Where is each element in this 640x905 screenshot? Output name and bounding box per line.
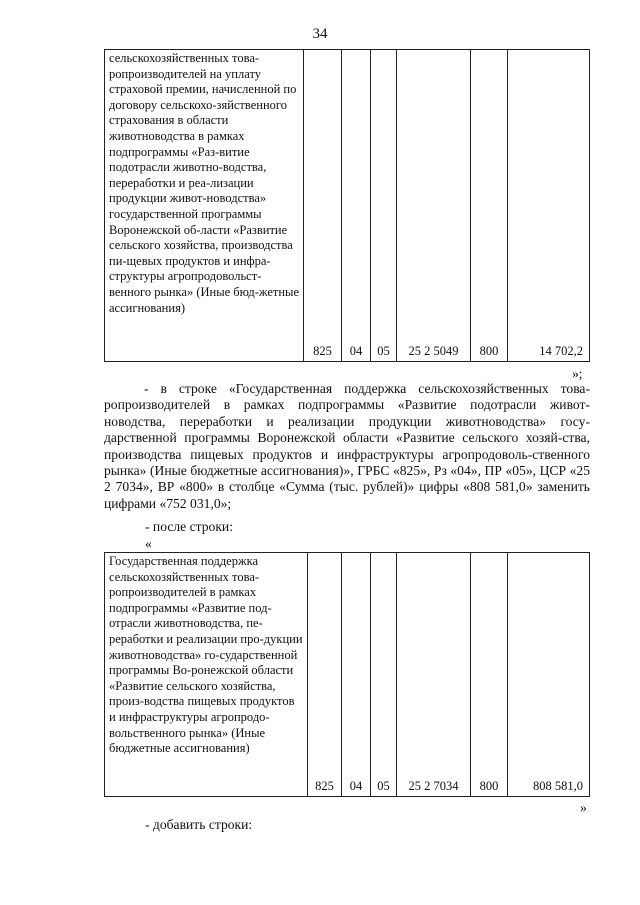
grbs-cell: 825 (308, 553, 342, 797)
vr-cell: 800 (471, 50, 508, 362)
page-number: 34 (312, 26, 328, 42)
pr-cell: 05 (371, 50, 397, 362)
table-row (105, 553, 590, 797)
row-description: Государственная поддержка сельскохозяйственных това-ропроизводителей в рамках подпрограммы «Развитие под-отрасли животноводства, пе-реработки и реализации про-дукции животноводства» го-сударственной программы Во-ронежской области «Развитие сельского хозяйства, произ-водства пищевых продуктов и инфраструктуры агропродо-вольственного рынка» (Иные бюджетные ассигнования) (105, 553, 308, 797)
closing-quote: » (580, 800, 587, 815)
csr-cell: 25 2 7034 (397, 553, 471, 797)
budget-table-bottom (104, 552, 590, 797)
after-line-text: - после строки: (145, 519, 233, 534)
csr-cell: 25 2 5049 (397, 50, 471, 362)
table-row (105, 50, 590, 362)
sum-cell: 14 702,2 (508, 50, 590, 362)
rz-cell: 04 (342, 553, 371, 797)
closing-quote: »; (572, 366, 583, 381)
amendment-text: - в строке «Государственная поддержка сельскохозяйственных това-ропроизводителей в рамках подпрограммы «Развитие подотрасли живот-новодства, переработки и реализации продукции животноводства» госу-дарственной программы Воронежской области «Развитие сельского хозяй-ства, производства пищевых продуктов и инфраструктуры агропродоволь-ственного рынка» (Иные бюджетные ассигнования)», ГРБС «825», Рз «04», ПР «05», ЦСР «25 2 7034», ВР «800» в столбце «Сумма (тыс. рублей)» цифры «808 581,0» заменить цифрами «752 031,0»; (104, 381, 590, 511)
amendment-paragraph (104, 381, 590, 512)
budget-table-top (104, 49, 590, 362)
add-rows-text: - добавить строки: (145, 817, 253, 832)
grbs-cell: 825 (304, 50, 342, 362)
sum-cell: 808 581,0 (508, 553, 590, 797)
vr-cell: 800 (471, 553, 508, 797)
row-description: сельскохозяйственных това-ропроизводителей на уплату страховой премии, начисленной по договору сельскохо-зяйственного страхования в области животноводства в рамках подпрограммы «Раз-витие подотрасли животно-водства, переработки и реа-лизации продукции живот-новодства» государственной программы Воронежской об-ласти «Развитие сельского хозяйства, производства пи-щевых продуктов и инфра-структуры агропродовольст-венного рынка» (Иные бюд-жетные ассигнования) (105, 50, 304, 362)
rz-cell: 04 (342, 50, 371, 362)
pr-cell: 05 (371, 553, 397, 797)
opening-quote: « (145, 536, 152, 551)
